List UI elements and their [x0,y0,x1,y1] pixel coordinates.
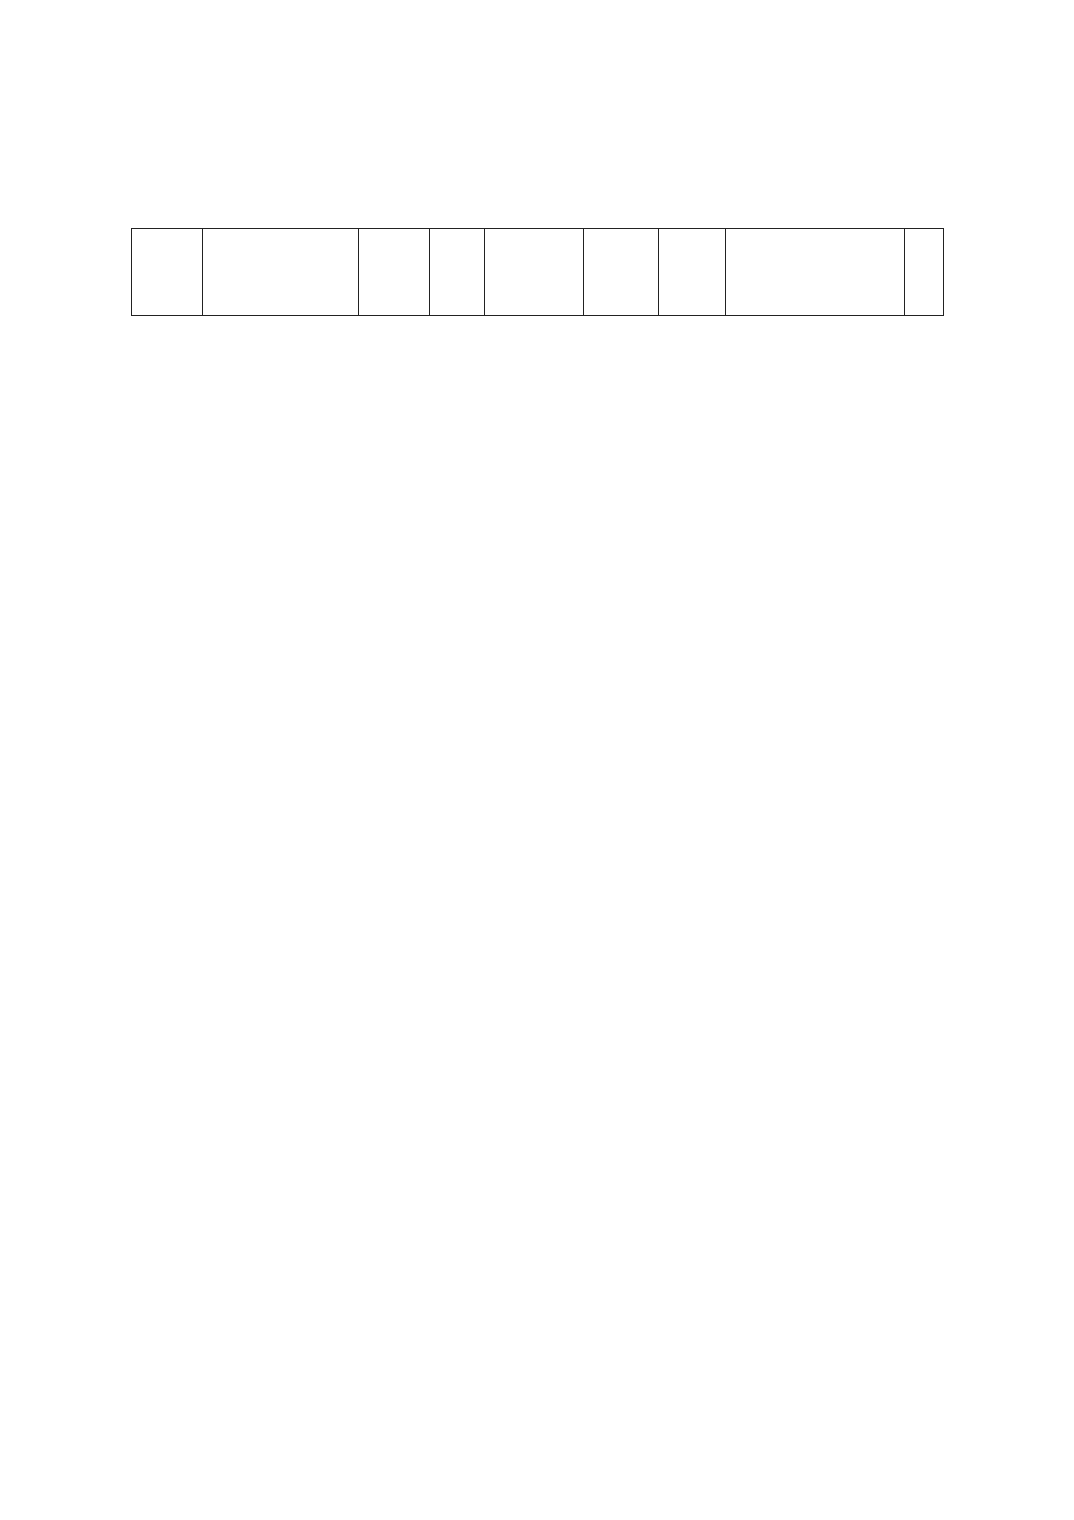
header-code-2 [430,229,485,316]
header-amount-2 [584,229,659,316]
header-name-2 [485,229,584,316]
expenditure-table [131,228,944,316]
table-header-row [132,229,944,316]
header-amount-3 [905,229,944,316]
header-code-1 [132,229,203,316]
header-name-3 [726,229,905,316]
header-amount-1 [359,229,430,316]
header-code-3 [659,229,726,316]
header-name-1 [203,229,359,316]
